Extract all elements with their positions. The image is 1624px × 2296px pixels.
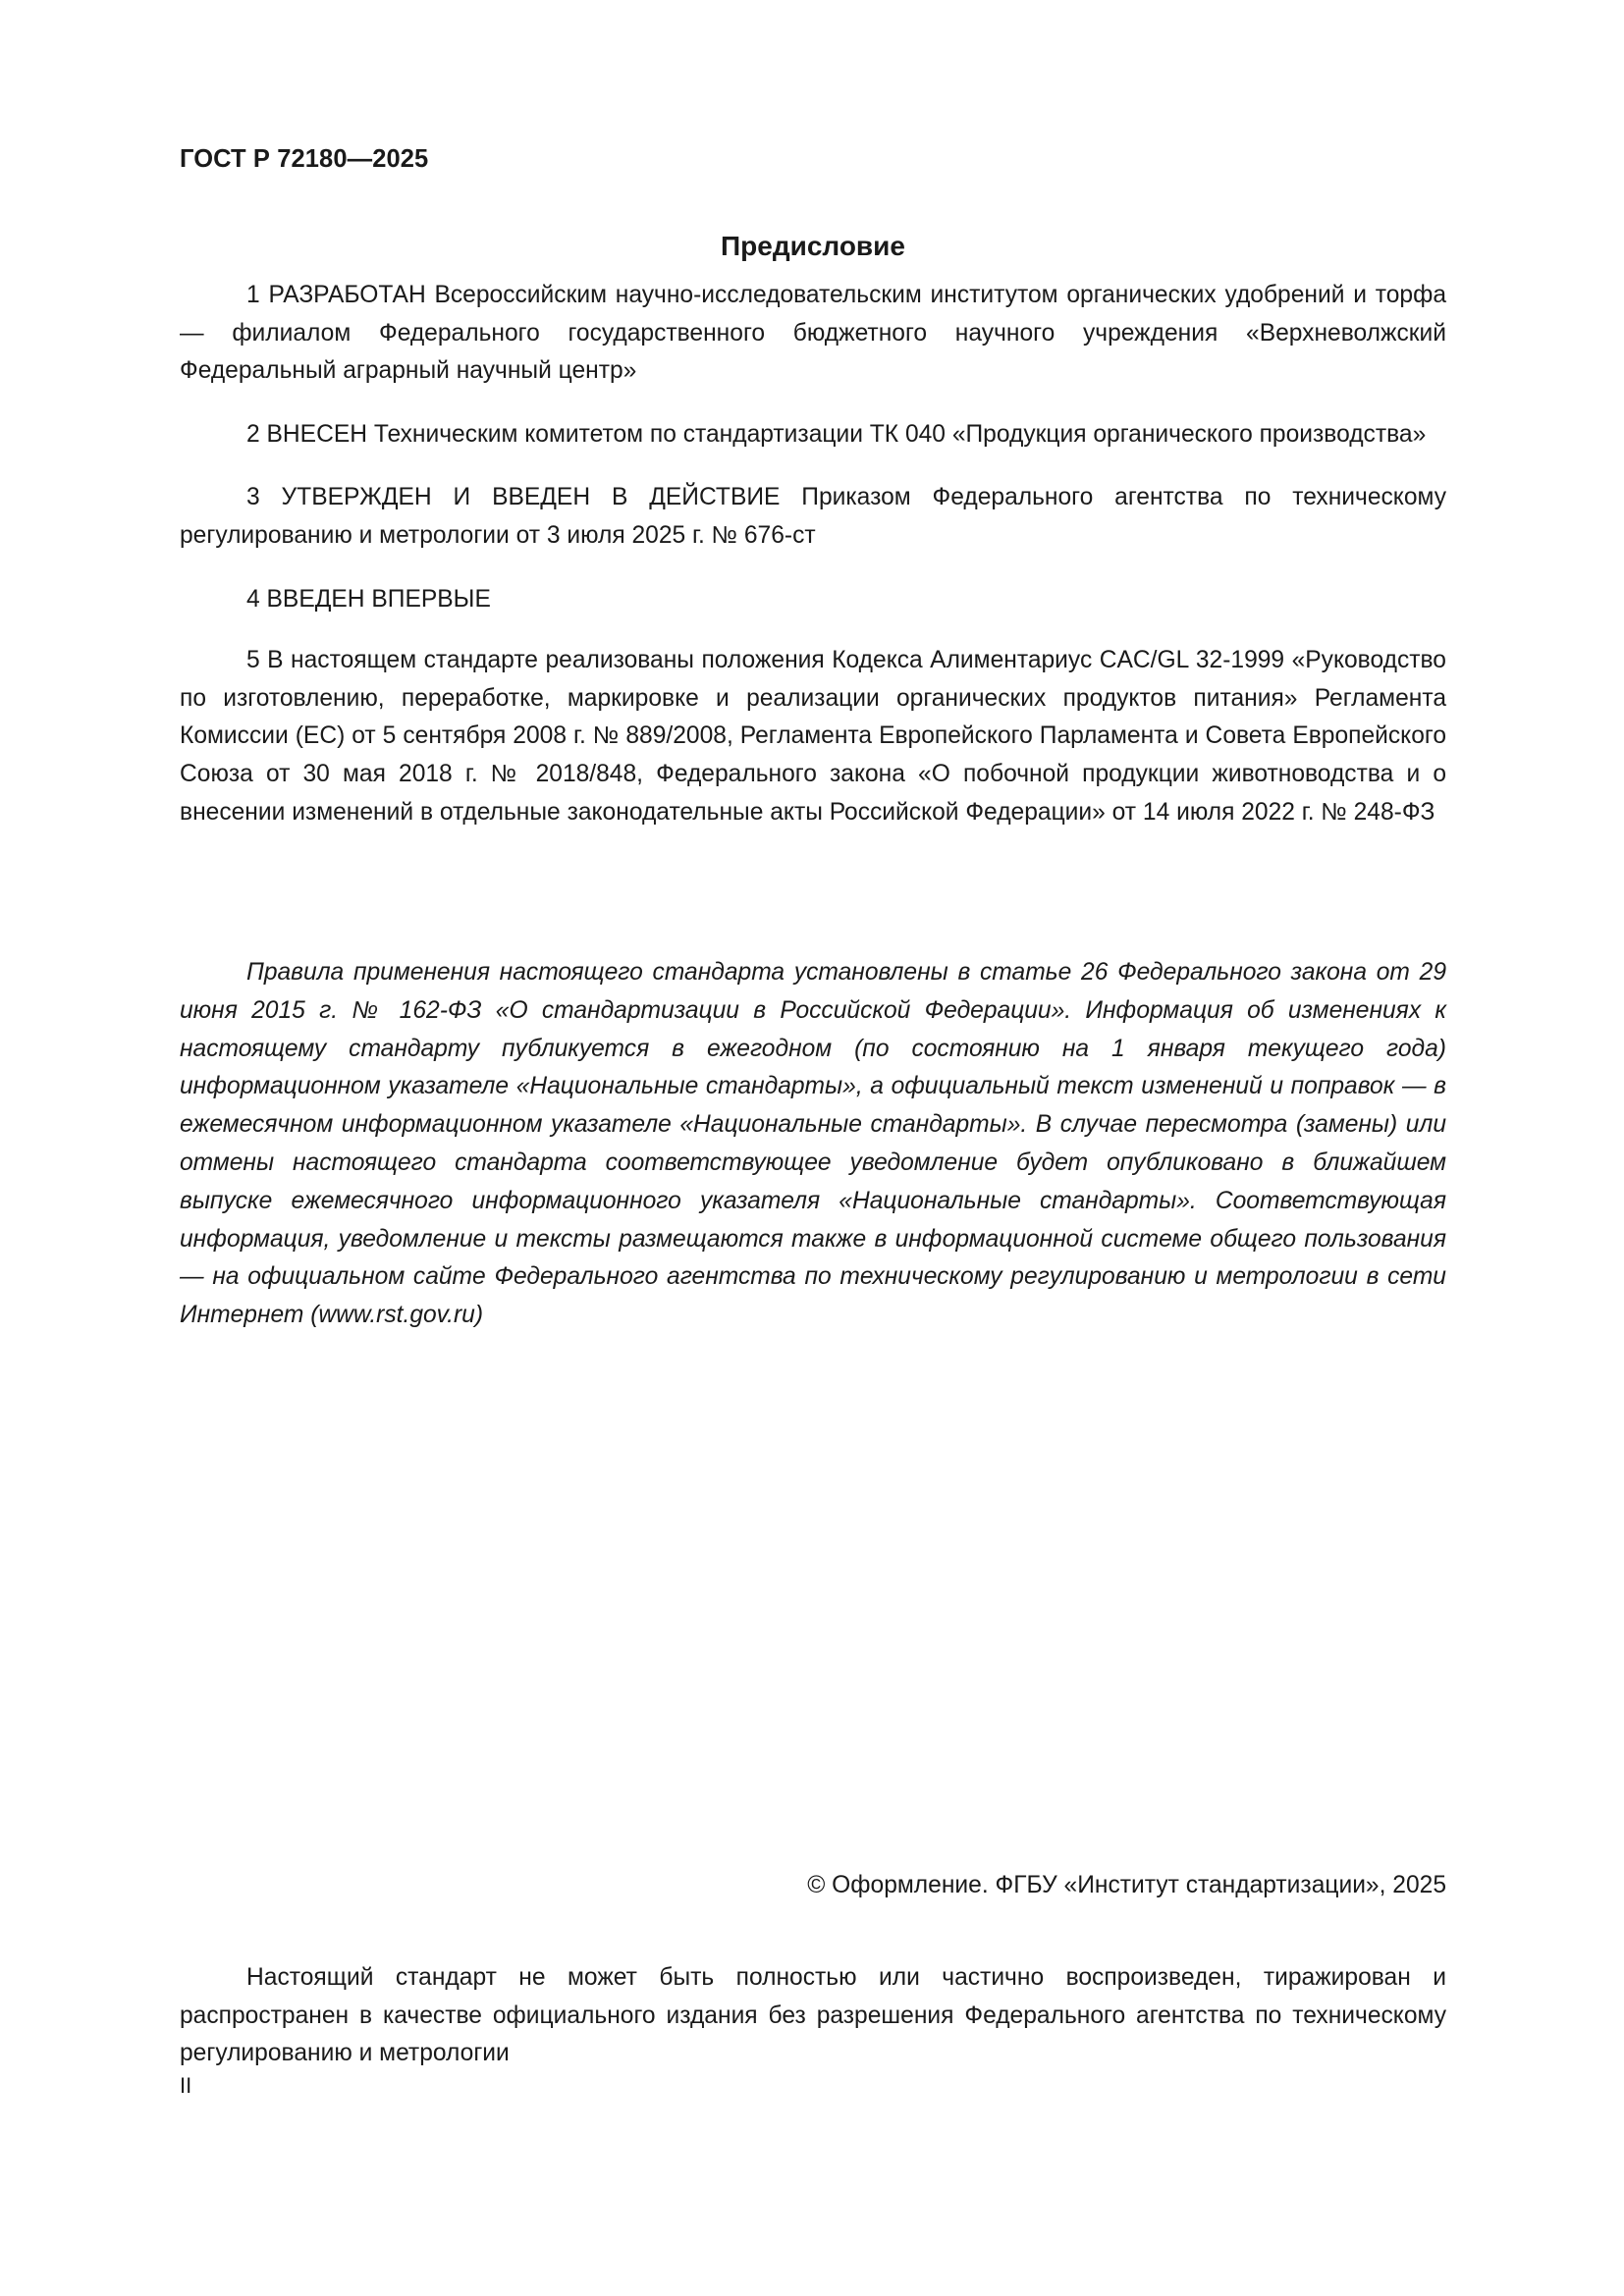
page-title: Предисловие xyxy=(721,230,905,261)
application-rules-text: Правила применения настоящего стандарта установлены в статье 26 Федерального закона от 29 июня 2015 г. № 162-ФЗ «О стандартизации в Российской Федерации». Информация об изменениях к настоящему стандарту публикуется в ежегодном (по состоянию на 1 января текущего года) информационном указателе «Национальные стандарты», а официальный текст изменений и поправок — в ежемесячном информационном указателе «Национальные стандарты». В случае пересмотра (замены) или отмены настоящего стандарта соответствующее уведомление будет опубликовано в ближайшем выпуске ежемесячного информационного указателя «Национальные стандарты». Соответствующая информация, уведомление и тексты размещаются также в информационной системе общего пользования — на официальном сайте Федерального агентства по техническому регулированию и метрологии в сети Интернет (www.rst.gov.ru) xyxy=(180,959,1446,1329)
reproduction-notice xyxy=(180,1959,1446,2073)
running-header: ГОСТ Р 72180—2025 xyxy=(180,145,429,173)
page-number: II xyxy=(180,2073,192,2098)
page-content xyxy=(180,0,1446,2296)
foreword-list xyxy=(180,277,1446,831)
foreword-item-2: 2 ВНЕСЕН Техническим комитетом по стандартизации ТК 040 «Продукция органического производства» xyxy=(246,420,1427,448)
foreword-item-3: 3 УТВЕРЖДЕН И ВВЕДЕН В ДЕЙСТВИЕ Приказом Федерального агентства по техническому регулированию и метрологии от 3 июля 2025 г. № 676-ст xyxy=(180,484,1446,549)
application-rules-block xyxy=(180,954,1446,1335)
reproduction-notice-text: Настоящий стандарт не может быть полностью или частично воспроизведен, тиражирован и распространен в качестве официального издания без разрешения Федерального агентства по техническому регулированию и метрологии xyxy=(180,1964,1446,2067)
foreword-item-1: 1 РАЗРАБОТАН Всероссийским научно-исследовательским институтом органических удобрений и торфа — филиалом Федерального государственного бюджетного научного учреждения «Верхневолжский Федеральный аграрный научный центр» xyxy=(180,282,1446,385)
foreword-item-4: 4 ВВЕДЕН ВПЕРВЫЕ xyxy=(246,585,491,613)
copyright-line: © Оформление. ФГБУ «Институт стандартизации», 2025 xyxy=(807,1872,1446,1898)
foreword-item-5: 5 В настоящем стандарте реализованы положения Кодекса Алиментариус CAC/GL 32-1999 «Руководство по изготовлению, переработке, маркировке и реализации органических продуктов питания» Регламента Комиссии (ЕС) от 5 сентября 2008 г. № 889/2008, Регламента Европейского Парламента и Совета Европейского Союза от 30 мая 2018 г. № 2018/848, Федерального закона «О побочной продукции животноводства и о внесении изменений в отдельные законодательные акты Российской Федерации» от 14 июля 2022 г. № 248-ФЗ xyxy=(180,647,1446,826)
